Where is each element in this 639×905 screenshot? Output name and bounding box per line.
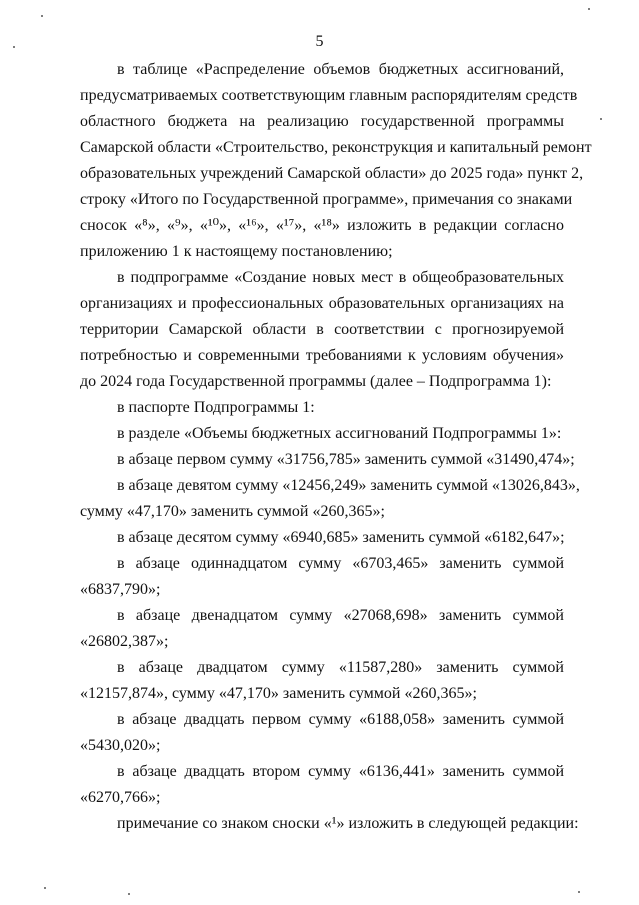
scan-speck <box>13 46 15 48</box>
scan-speck <box>41 15 43 17</box>
text-line: сумму «47,170» заменить суммой «260,365»; <box>80 503 385 520</box>
text-line: до 2024 года Государственной программы (далее – Подпрограмма 1): <box>80 373 552 390</box>
text-line: примечание со знаком сноски «¹» изложить в следующей редакции: <box>117 815 579 832</box>
text-line: «6837,790»; <box>80 581 161 598</box>
text-line: в абзаце первом сумму «31756,785» заменить суммой «31490,474»; <box>117 451 575 468</box>
scan-speck <box>128 893 130 895</box>
text-line: «5430,020»; <box>80 737 161 754</box>
text-line: Самарской области «Строительство, реконструкция и капитальный ремонт <box>80 139 592 156</box>
text-line: потребностью и современными требованиями к условиям обучения» <box>80 347 564 364</box>
scan-speck <box>588 8 590 10</box>
text-line: в абзаце двенадцатом сумму «27068,698» заменить суммой <box>117 607 564 624</box>
text-line: «6270,766»; <box>80 789 161 806</box>
text-line: организациях и профессиональных образовательных организациях на <box>80 295 564 312</box>
text-line: в абзаце десятом сумму «6940,685» заменить суммой «6182,647»; <box>117 529 565 546</box>
text-line: в паспорте Подпрограммы 1: <box>117 399 315 416</box>
text-line: в разделе «Объемы бюджетных ассигнований Подпрограммы 1»: <box>117 425 562 442</box>
text-line: в таблице «Распределение объемов бюджетных ассигнований, <box>117 61 564 78</box>
text-line: в абзаце двадцать первом сумму «6188,058» заменить суммой <box>117 711 564 728</box>
text-line: в абзаце двадцатом сумму «11587,280» заменить суммой <box>117 659 564 676</box>
scan-speck <box>600 118 602 120</box>
text-line: сносок «⁸», «⁹», «¹⁰», «¹⁶», «¹⁷», «¹⁸» изложить в редакции согласно <box>80 217 564 234</box>
page-number: 5 <box>315 33 324 50</box>
text-line: территории Самарской области в соответствии с прогнозируемой <box>80 321 564 338</box>
text-line: областного бюджета на реализацию государственной программы <box>80 113 564 130</box>
text-line: строку «Итого по Государственной программе», примечания со знаками <box>80 191 573 208</box>
text-line: в абзаце двадцать втором сумму «6136,441» заменить суммой <box>117 763 564 780</box>
text-line: в абзаце одиннадцатом сумму «6703,465» заменить суммой <box>117 555 564 572</box>
scan-speck <box>44 887 46 889</box>
text-line: предусматриваемых соответствующим главным распорядителям средств <box>80 87 578 104</box>
text-line: «12157,874», сумму «47,170» заменить суммой «260,365»; <box>80 685 477 702</box>
text-line: в подпрограмме «Создание новых мест в общеобразовательных <box>117 269 564 286</box>
text-line: образовательных учреждений Самарской области» до 2025 года» пункт 2, <box>80 165 584 182</box>
text-line: «26802,387»; <box>80 633 169 650</box>
text-line: в абзаце девятом сумму «12456,249» заменить суммой «13026,843», <box>117 477 580 494</box>
text-line: приложению 1 к настоящему постановлению; <box>80 243 393 260</box>
scan-speck <box>578 891 580 893</box>
